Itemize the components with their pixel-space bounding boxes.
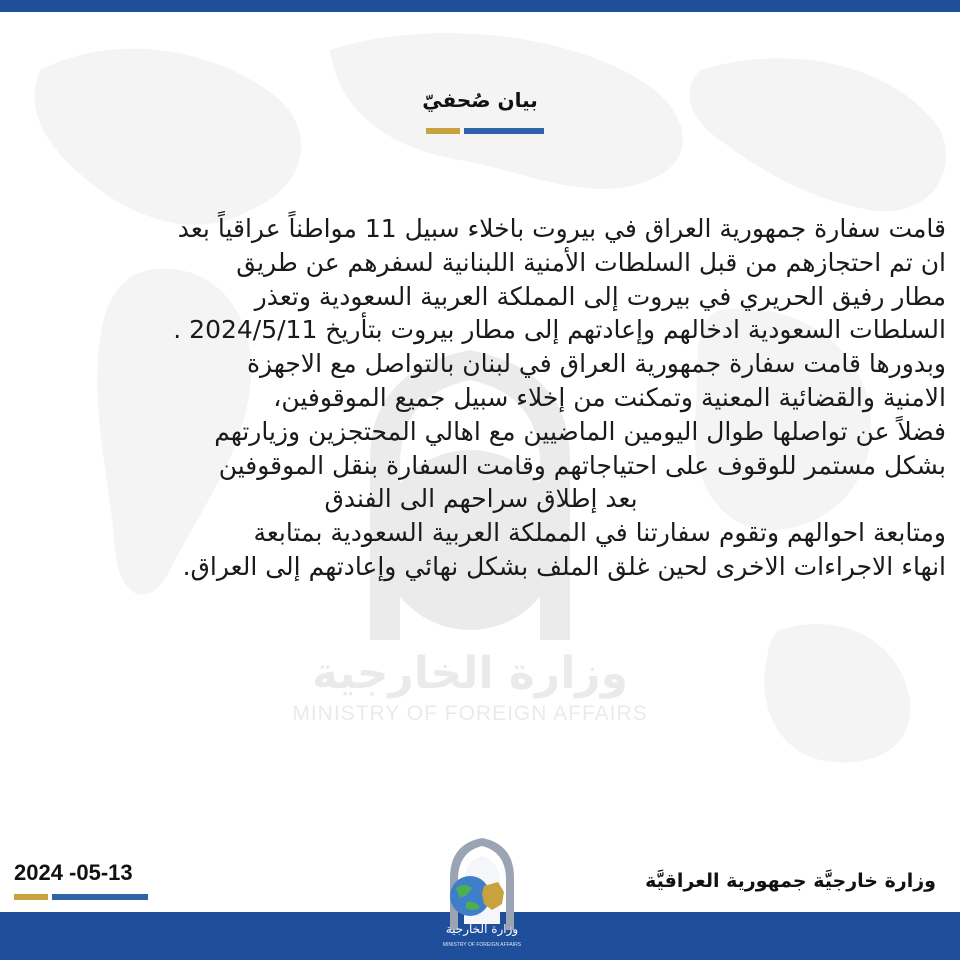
statement-line: ان تم احتجازهم من قبل السلطات الأمنية اللبنانية لسفرهم عن طريق [236,247,946,277]
statement-line: وبدورها قامت سفارة جمهورية العراق في لبنان بالتواصل مع الاجهزة [246,349,946,379]
statement-line: بشكل مستمر للوقوف على احتياجاتهم وقامت السفارة بنقل الموقوفين [218,450,946,480]
statement-line: بعد إطلاق سراحهم الى الفندق [324,484,638,514]
watermark-english-text: MINISTRY OF FOREIGN AFFAIRS [292,702,648,725]
page-title: بيان صُحفيّ [422,88,538,112]
statement-line: فضلاً عن تواصلها طوال اليومين الماضيين مع اهالي المحتجزين وزيارتهم [214,416,946,446]
logo-english-text: MINISTRY OF FOREIGN AFFAIRS [442,942,522,948]
ministry-logo-icon [436,838,528,958]
statement-line: الامنية والقضائية المعنية وتمكنت من إخلاء سبيل جميع الموقوفين، [273,382,946,412]
statement-line: انهاء الاجراءات الاخرى لحين غلق الملف بشكل نهائي وإعادتهم إلى العراق. [182,551,946,581]
statement-body [16,212,946,584]
statement-line: مطار رفيق الحريري في بيروت إلى المملكة العربية السعودية وتعذر [254,281,946,311]
statement-line: ومتابعة احوالهم وتقوم سفارتنا في المملكة العربية السعودية بمتابعة [253,518,946,548]
date-underline-gold [14,894,48,900]
date-underline-blue [52,894,148,900]
ministry-name: وزارة خارجيَّة جمهورية العراقيَّة [645,870,936,892]
statement-date: 2024 -05-13 [14,860,133,885]
statement-line: قامت سفارة جمهورية العراق في بيروت باخلاء سبيل 11 مواطناً عراقياً بعد [177,214,946,243]
title-underline-blue [464,128,544,134]
title-underline-gold [426,128,460,134]
watermark-arabic-text: وزارة الخارجية [312,648,628,699]
logo-arabic-text: وزارة الخارجية [445,922,519,936]
statement-line: السلطات السعودية ادخالهم وإعادتهم إلى مطار بيروت بتأريخ 2024/5/11 . [173,315,946,345]
